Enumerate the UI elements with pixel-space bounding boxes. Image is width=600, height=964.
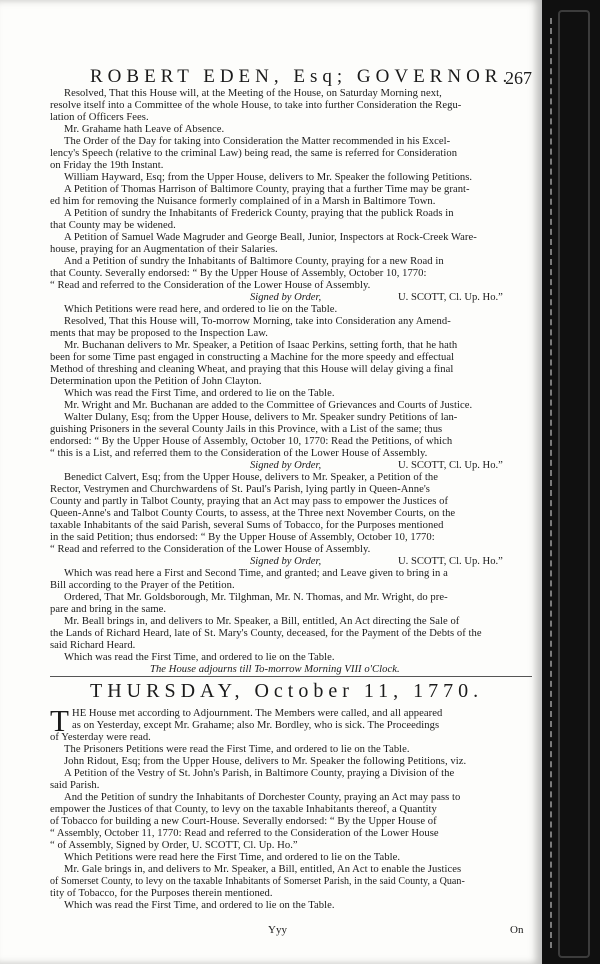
text-line: on Friday the 19th Instant.	[50, 160, 164, 171]
page-number: 267	[505, 68, 532, 88]
text-line: Mr. Wright and Mr. Buchanan are added to the Committee of Grievances and Courts of Justice.	[64, 400, 473, 411]
text-line: Which Petitions were read here, and ordered to lie on the Table.	[64, 304, 338, 315]
text-line: lation of Officers Fees.	[50, 112, 149, 123]
text-line: John Ridout, Esq; from the Upper House, delivers to Mr. Speaker the following Petitions, viz.	[64, 756, 467, 767]
text-line: the Lands of Richard Heard, late of St. Mary's County, deceased, for the Payment of the Debts of the	[50, 628, 482, 639]
text-line: “ Read and referred to the Consideration of the Lower House of Assembly.	[50, 280, 371, 291]
signature-mark: Yyy	[268, 924, 287, 936]
text-line: Bill according to the Prayer of the Petition.	[50, 580, 235, 591]
running-head: ROBERT EDEN, Esq; GOVERNOR.	[90, 66, 513, 87]
text-line: guishing Prisoners in the several County Jails in this Province, with a List of the same; thus	[50, 424, 443, 435]
text-line: pare and bring in the same.	[50, 604, 167, 615]
text-line: County and partly in Talbot County, praying that an Act may pass to empower the Justices of	[50, 496, 449, 507]
text-line: The Prisoners Petitions were read the First Time, and ordered to lie on the Table.	[64, 744, 410, 755]
text-line: A Petition of Samuel Wade Magruder and George Beall, Junior, Inspectors at Rock-Creek Ware-	[64, 232, 477, 243]
text-line: Mr. Beall brings in, and delivers to Mr. Speaker, a Bill, entitled, An Act directing the Sale of	[64, 616, 460, 627]
text-line: ments that may be proposed to the Inspection Law.	[50, 328, 268, 339]
text-line: “ this is a List, and referred them to the Consideration of the Lower House of Assembly.	[50, 448, 428, 459]
text-line: Resolved, That this House will, at the Meeting of the House, on Saturday Morning next,	[64, 88, 442, 99]
text-line: Which was read the First Time, and ordered to lie on the Table.	[64, 652, 335, 663]
text-line: house, praying for an Augmentation of their Salaries.	[50, 244, 278, 255]
text-line: of Yesterday were read.	[50, 732, 151, 743]
clerk-signature: U. SCOTT, Cl. Up. Ho.”	[398, 556, 503, 567]
text-line: “ Read and referred to the Consideration of the Lower House of Assembly.	[50, 544, 371, 555]
text-line: been for some Time past engaged in constructing a Machine for the more speedy and effectual	[50, 352, 455, 363]
text-line: tity of Tobacco, for the Purposes therein mentioned.	[50, 888, 273, 899]
text-line: Method of threshing and cleaning Wheat, and praying that this House will delay giving a final	[50, 364, 454, 375]
text-line: empower the Justices of that County, to levy on the taxable Inhabitants thereof, a Quantity	[50, 804, 437, 815]
text-line: taxable Inhabitants of the said Parish, several Sums of Tobacco, for the Purposes mentioned	[50, 520, 444, 531]
text-line: as on Yesterday, except Mr. Grahame; also Mr. Bordley, who is sick. The Proceedings	[72, 720, 440, 731]
text-line: Determination upon the Petition of John Clayton.	[50, 376, 262, 387]
text-line: that County may be widened.	[50, 220, 176, 231]
text-line: Which was read the First Time, and ordered to lie on the Table.	[64, 900, 335, 911]
text-line: Benedict Calvert, Esq; from the Upper House, delivers to Mr. Speaker, a Petition of the	[64, 472, 439, 483]
text-line: of Tobacco for building a new Court-House. Severally endorsed: “ By the Upper House of	[50, 816, 437, 827]
text-line: resolve itself into a Committee of the whole House, to take into further Consideration the Regu-	[50, 100, 462, 111]
text-line: Ordered, That Mr. Goldsborough, Mr. Tilghman, Mr. N. Thomas, and Mr. Wright, do pre-	[64, 592, 448, 603]
drop-cap: T	[50, 703, 69, 738]
clerk-signature: U. SCOTT, Cl. Up. Ho.”	[398, 460, 503, 471]
text-line: in the said Petition; thus endorsed: “ By the Upper House of Assembly, October 10, 1770:	[50, 532, 435, 543]
text-line: Which was read here a First and Second Time, and granted; and Leave given to bring in a	[64, 568, 448, 579]
text-line: ed him for removing the Nuisance formerly complained of in a Marsh in Baltimore Town.	[50, 196, 436, 207]
text-line: Which Petitions were read here the First Time, and ordered to lie on the Table.	[64, 852, 401, 863]
text-line: endorsed: “ By the Upper House of Assembly, October 10, 1770: Read the Petitions, of which	[50, 436, 453, 447]
text-line: Which was read the First Time, and ordered to lie on the Table.	[64, 388, 335, 399]
signed-by-order: Signed by Order,	[250, 460, 322, 471]
text-line: said Richard Heard.	[50, 640, 136, 651]
text-line: A Petition of Thomas Harrison of Baltimore County, praying that a further Time may be grant-	[64, 184, 470, 195]
signed-by-order: Signed by Order,	[250, 292, 322, 303]
text-line: said Parish.	[50, 780, 100, 791]
text-line: Mr. Grahame hath Leave of Absence.	[64, 124, 225, 135]
text-line: Mr. Buchanan delivers to Mr. Speaker, a Petition of Isaac Perkins, setting forth, that he hath	[64, 340, 458, 351]
text-line: Mr. Gale brings in, and delivers to Mr. Speaker, a Bill, entitled, An Act to enable the Justices	[64, 864, 462, 875]
text-line: And a Petition of sundry the Inhabitants of Baltimore County, praying for a new Road in	[64, 256, 444, 267]
clerk-signature: U. SCOTT, Cl. Up. Ho.”	[398, 292, 503, 303]
section-divider	[50, 676, 532, 677]
text-line: William Hayward, Esq; from the Upper House, delivers to Mr. Speaker the following Petitions.	[64, 172, 473, 183]
text-line: Walter Dulany, Esq; from the Upper House, delivers to Mr. Speaker sundry Petitions of lan-	[64, 412, 458, 423]
text-line: lency's Speech (relative to the criminal Law) being read, the same is referred for Consideration	[50, 148, 458, 159]
book-binding-edge	[542, 0, 600, 964]
text-line: Resolved, That this House will, To-morrow Morning, take into Consideration any Amend-	[64, 316, 451, 327]
text-line: Queen-Anne's and Talbot County Courts, to assess, at the Three next November Courts, on the	[50, 508, 456, 519]
text-line: A Petition of the Vestry of St. John's Parish, in Baltimore County, praying a Division of the	[64, 768, 455, 779]
text-line: Rector, Vestrymen and Churchwardens of St. Paul's Parish, lying partly in Queen-Anne's	[50, 484, 430, 495]
signed-by-order: Signed by Order,	[250, 556, 322, 567]
text-line: A Petition of sundry the Inhabitants of Frederick County, praying that the publick Roads in	[64, 208, 454, 219]
adjournment-note: The House adjourns till To-morrow Morning VIII o'Clock.	[150, 664, 400, 675]
text-line: And the Petition of sundry the Inhabitants of Dorchester County, praying an Act may pass to	[64, 792, 461, 803]
text-line: The Order of the Day for taking into Consideration the Matter recommended in his Excel-	[64, 136, 451, 147]
text-line: of Somerset County, to levy on the taxable Inhabitants of Somerset Parish, in the said County, a Quan-	[50, 876, 465, 887]
catchword: On	[510, 924, 524, 936]
text-line: HE House met according to Adjournment. The Members were called, and all appeared	[72, 708, 443, 719]
text-line: “ of Assembly, Signed by Order, U. SCOTT, Cl. Up. Ho.”	[50, 840, 298, 851]
text-line: “ Assembly, October 11, 1770: Read and referred to the Consideration of the Lower House	[50, 828, 439, 839]
text-line: that County. Severally endorsed: “ By the Upper House of Assembly, October 10, 1770:	[50, 268, 427, 279]
day-heading: THURSDAY, October 11, 1770.	[90, 680, 484, 702]
